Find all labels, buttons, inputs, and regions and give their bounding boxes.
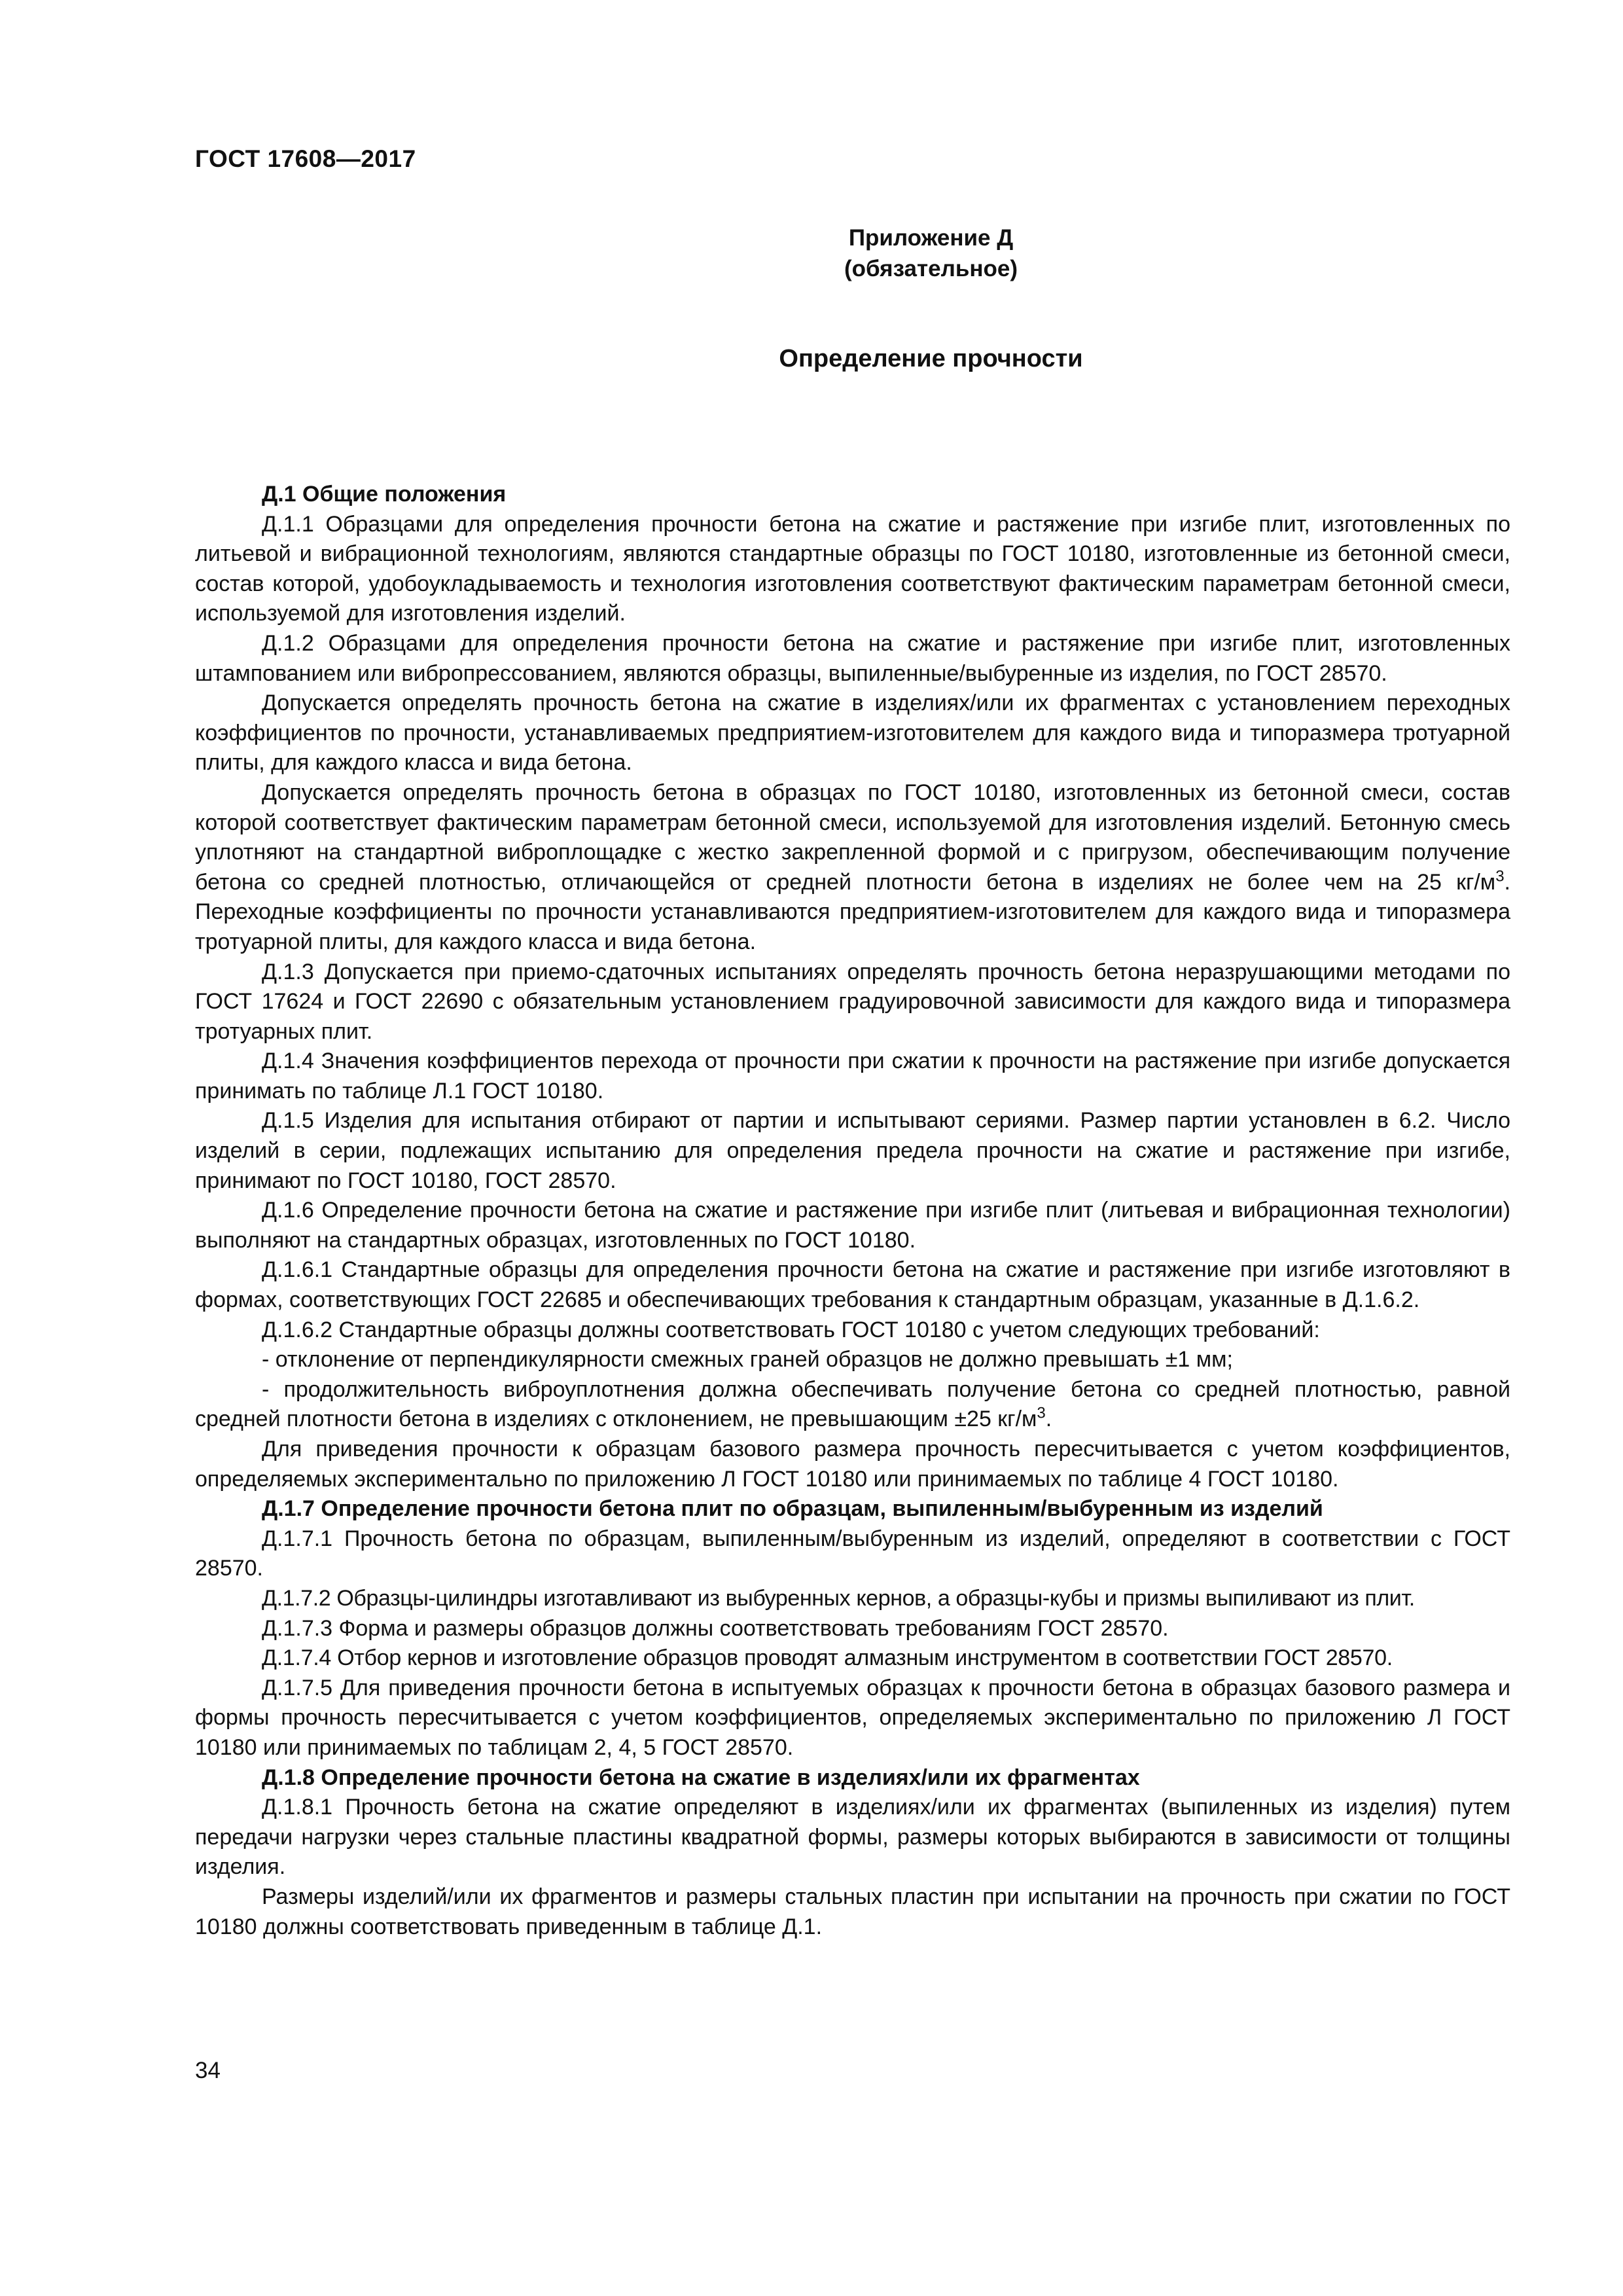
paragraph: Д.1.4 Значения коэффициентов перехода от прочности при сжатии к прочности на растяжение при изгибе допускается принимать по таблице Л.1 ГОСТ 10180. — [195, 1049, 1510, 1103]
paragraph-text-after: . Переходные коэффициенты по прочности устанавливаются предприятием-изготовителем для каждого вида и типоразмера тротуарной плиты, для каждого класса и вида бетона. — [195, 869, 1510, 954]
appendix-label: Приложение Д — [848, 225, 1014, 251]
superscript: 3 — [1037, 1405, 1046, 1423]
paragraph: Д.1.6.2 Стандартные образцы должны соответствовать ГОСТ 10180 с учетом следующих требований: — [262, 1317, 1320, 1342]
paragraph: Д.1.6.1 Стандартные образцы для определения прочности бетона на сжатие и растяжение при изгибе изготовляют в формах, соответствующих ГОСТ 22685 и обеспечивающих требования к стандартным образцам, указанные в Д.1.6.2. — [195, 1257, 1510, 1313]
paragraph: Д.1.7.3 Форма и размеры образцов должны соответствовать требованиям ГОСТ 28570. — [262, 1615, 1169, 1641]
paragraph: Д.1.7.5 Для приведения прочности бетона в испытуемых образцах к прочности бетона в образцах базового размера и формы прочность пересчитывается с учетом коэффициентов, определяемых экспериментально по приложению Л ГОСТ 10180 или принимаемых по таблицам 2, 4, 5 ГОСТ 28570. — [195, 1675, 1510, 1760]
paragraph: Д.1.3 Допускается при приемо-сдаточных испытаниях определять прочность бетона неразрушающими методами по ГОСТ 17624 и ГОСТ 22690 с обязательным установлением градуировочной зависимости для каждого вида и типоразмера тротуарных плит. — [195, 959, 1510, 1044]
paragraph: Д.1.1 Образцами для определения прочности бетона на сжатие и растяжение при изгибе плит, изготовленных по литьевой и вибрационной технологиям, являются стандартные образцы по ГОСТ 10180, изготовленные из бетонной смеси, состав которой, удобоукладываемость и технология изготовления соответствуют фактическим параметрам бетонной смеси, используемой для изготовления изделий. — [195, 511, 1510, 626]
superscript: 3 — [1495, 867, 1505, 886]
paragraph-text: Допускается определять прочность бетона в образцах по ГОСТ 10180, изготовленных из бетонной смеси, состав которой соответствует фактическим параметрам бетонной смеси, используемой для изготовления изделий. Бетонную смесь уплотняют на стандартной виброплощадке с жестко закрепленной формой и с пригрузом, обеспечивающим получение бетона со средней плотностью, отличающейся от средней плотности бетона в изделиях не более чем на 25 кг/м — [195, 780, 1510, 895]
paragraph: Д.1.5 Изделия для испытания отбирают от партии и испытывают сериями. Размер партии установлен в 6.2. Число изделий в серии, подлежащих испытанию для определения предела прочности на сжатие и растяжение при изгибе, принимают по ГОСТ 10180, ГОСТ 28570. — [195, 1108, 1510, 1193]
paragraph-text-after: . — [1045, 1407, 1052, 1432]
paragraph — [195, 778, 1510, 958]
paragraph: Допускается определять прочность бетона на сжатие в изделиях/или их фрагментах с установлением переходных коэффициентов по прочности, устанавливаемых предприятием-изготовителем для каждого вида и типоразмера тротуарной плиты, для каждого класса и вида бетона. — [195, 691, 1510, 776]
paragraph: Д.1.7.2 Образцы-цилиндры изготавливают из выбуренных кернов, а образцы-кубы и призмы выпиливают из плит. — [262, 1585, 1415, 1611]
list-item — [195, 1375, 1510, 1435]
appendix-title: Определение прочности — [779, 345, 1083, 372]
appendix-status: (обязательное) — [844, 256, 1018, 281]
paragraph: Д.1.6 Определение прочности бетона на сжатие и растяжение при изгибе плит (литьевая и вибрационная технологии) выполняют на стандартных образцах, изготовленных по ГОСТ 10180. — [195, 1198, 1510, 1253]
document-header: ГОСТ 17608—2017 — [195, 145, 416, 172]
section-heading: Д.1.8 Определение прочности бетона на сжатие в изделиях/или их фрагментах — [262, 1765, 1140, 1790]
paragraph: Для приведения прочности к образцам базового размера прочность пересчитывается с учетом коэффициентов, определяемых экспериментально по приложению Л ГОСТ 10180 или принимаемых по таблице 4 ГОСТ 10180. — [195, 1437, 1510, 1492]
section-heading: Д.1.7 Определение прочности бетона плит по образцам, выпиленным/выбуренным из изделий — [262, 1496, 1323, 1522]
paragraph: Д.1.7.1 Прочность бетона по образцам, выпиленным/выбуренным из изделий, определяют в соответствии с ГОСТ 28570. — [195, 1526, 1510, 1581]
appendix-heading — [0, 223, 1623, 284]
paragraph: Размеры изделий/или их фрагментов и размеры стальных пластин при испытании на прочность при сжатии по ГОСТ 10180 должны соответствовать приведенным в таблице Д.1. — [195, 1884, 1510, 1939]
paragraph: Д.1.2 Образцами для определения прочности бетона на сжатие и растяжение при изгибе плит, изготовленных штампованием или вибропрессованием, являются образцы, выпиленные/выбуренные из изделия, по ГОСТ 28570. — [195, 630, 1510, 686]
paragraph: Д.1.8.1 Прочность бетона на сжатие определяют в изделиях/или их фрагментах (выпиленных из изделия) путем передачи нагрузки через стальные пластины квадратной формы, размеры которых выбираются в зависимости от толщины изделия. — [195, 1795, 1510, 1880]
section-heading: Д.1 Общие положения — [262, 482, 507, 507]
document-body — [195, 480, 1510, 1942]
paragraph-text: - продолжительность виброуплотнения должна обеспечивать получение бетона со средней плотностью, равной средней плотности бетона в изделиях с отклонением, не превышающим ±25 кг/м — [195, 1376, 1510, 1432]
list-item: - отклонение от перпендикулярности смежных граней образцов не должно превышать ±1 мм; — [262, 1347, 1233, 1372]
page-number: 34 — [195, 2058, 221, 2083]
paragraph: Д.1.7.4 Отбор кернов и изготовление образцов проводят алмазным инструментом в соответствии ГОСТ 28570. — [262, 1645, 1393, 1671]
